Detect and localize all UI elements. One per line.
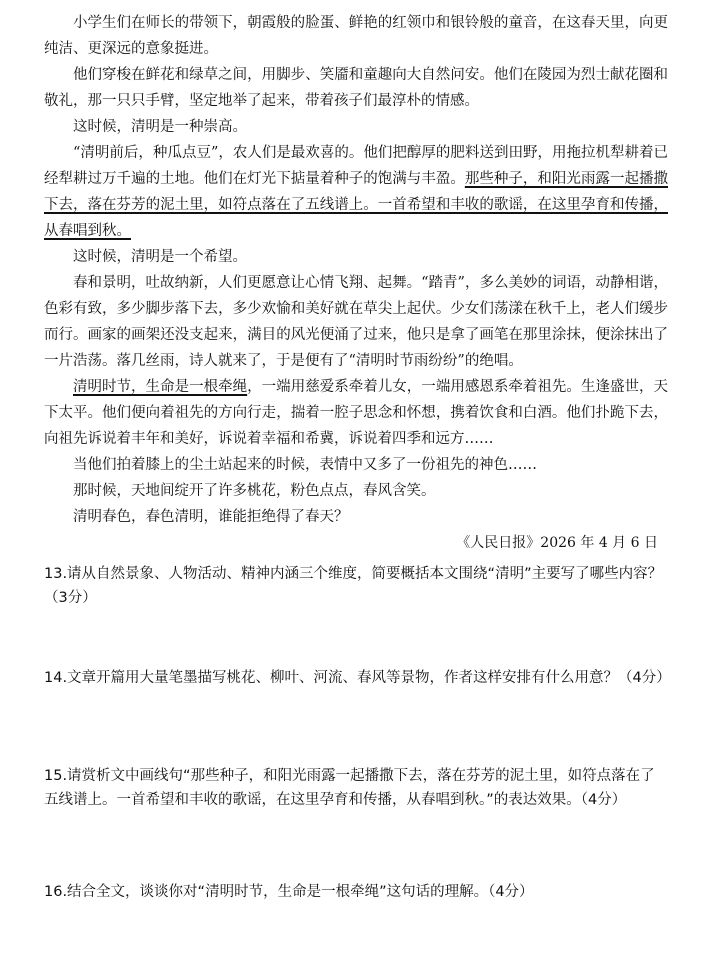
article-paragraph-1: 小学生们在师长的带领下，朝霞般的脸蛋、鲜艳的红领巾和银铃般的童音，在这春天里，向更纯洁、更深远的意象挺进。 <box>44 15 668 57</box>
article-source: 《人民日报》2026 年 4 月 6 日 <box>456 535 658 551</box>
underlined-sentence: 那些种子，和阳光雨露一起播撒下去，落在芬芳的泥土里，如符点落在了五线谱上。一首希望和丰收的歌谣，在这里孕育和传播，从春唱到秋。 <box>44 171 668 239</box>
article-paragraph-6: 春和景明，吐故纳新，人们更愿意让心情飞翔、起舞。“踏青”，多么美妙的词语，动静相谐，色彩有致，多少脚步落下去，多少欢愉和美好就在草尖上起伏。少女们荡漾在秋千上，老人们缓步而行。画家的画架还没支起来，满目的风光便涌了过来，他只是拿了画笔在那里涂抹，便涂抹出了一片浩荡。落几丝雨，诗人就来了，于是便有了“清明时节雨纷纷”的绝唱。 <box>44 275 668 369</box>
article-paragraph-7 <box>44 374 668 452</box>
article-paragraph-3: 这时候，清明是一种崇高。 <box>73 119 247 135</box>
article-paragraph-4 <box>44 140 668 244</box>
paragraph-7-text: ，一端用慈爱系牵着儿女，一端用感恩系牵着祖先。生逢盛世，天下太平。他们便向着祖先的方向行走，揣着一腔子思念和怀想，携着饮食和白酒。他们扑跪下去，向祖先诉说着丰年和美好，诉说着幸福和希冀，诉说着四季和远方…… <box>44 379 669 447</box>
article-paragraph-5: 这时候，清明是一个希望。 <box>73 249 247 265</box>
article-paragraph-8: 当他们拍着膝上的尘土站起来的时候，表情中又多了一份祖先的神色…… <box>73 457 537 473</box>
article-paragraph-2: 他们穿梭在鲜花和绿草之间，用脚步、笑靥和童趣向大自然问安。他们在陵园为烈士献花圈和敬礼，那一只只手臂，坚定地举了起来，带着孩子们最淳朴的情感。 <box>44 67 668 109</box>
paragraph-4-text: “清明前后，种瓜点豆”，农人们是最欢喜的。他们把醇厚的肥料送到田野，用拖拉机犁耕着已经犁耕过万千遍的土地。他们在灯光下掂量着种子的饱满与丰盈。 <box>44 145 668 187</box>
question-16: 16.结合全文，谈谈你对“清明时节，生命是一根牵绳”这句话的理解。（4分） <box>44 884 534 900</box>
question-15: 15.请赏析文中画线句“那些种子，和阳光雨露一起播撒下去，落在芬芳的泥土里，如符点落在了五线谱上。一首希望和丰收的歌谣，在这里孕育和传播，从春唱到秋。”的表达效果。（4分） <box>44 768 655 808</box>
article-paragraph-10: 清明春色，春色清明，谁能拒绝得了春天？ <box>73 509 349 525</box>
question-14: 14.文章开篇用大量笔墨描写桃花、柳叶、河流、春风等景物，作者这样安排有什么用意？（4分） <box>44 670 671 686</box>
article-paragraph-9: 那时候，天地间绽开了许多桃花，粉色点点，春风含笑。 <box>73 483 436 499</box>
underlined-phrase: 清明时节，生命是一根牵绳 <box>73 379 248 395</box>
question-13: 13.请从自然景象、人物活动、精神内涵三个维度，简要概括本文围绕“清明”主要写了哪些内容？（3分） <box>44 566 663 606</box>
